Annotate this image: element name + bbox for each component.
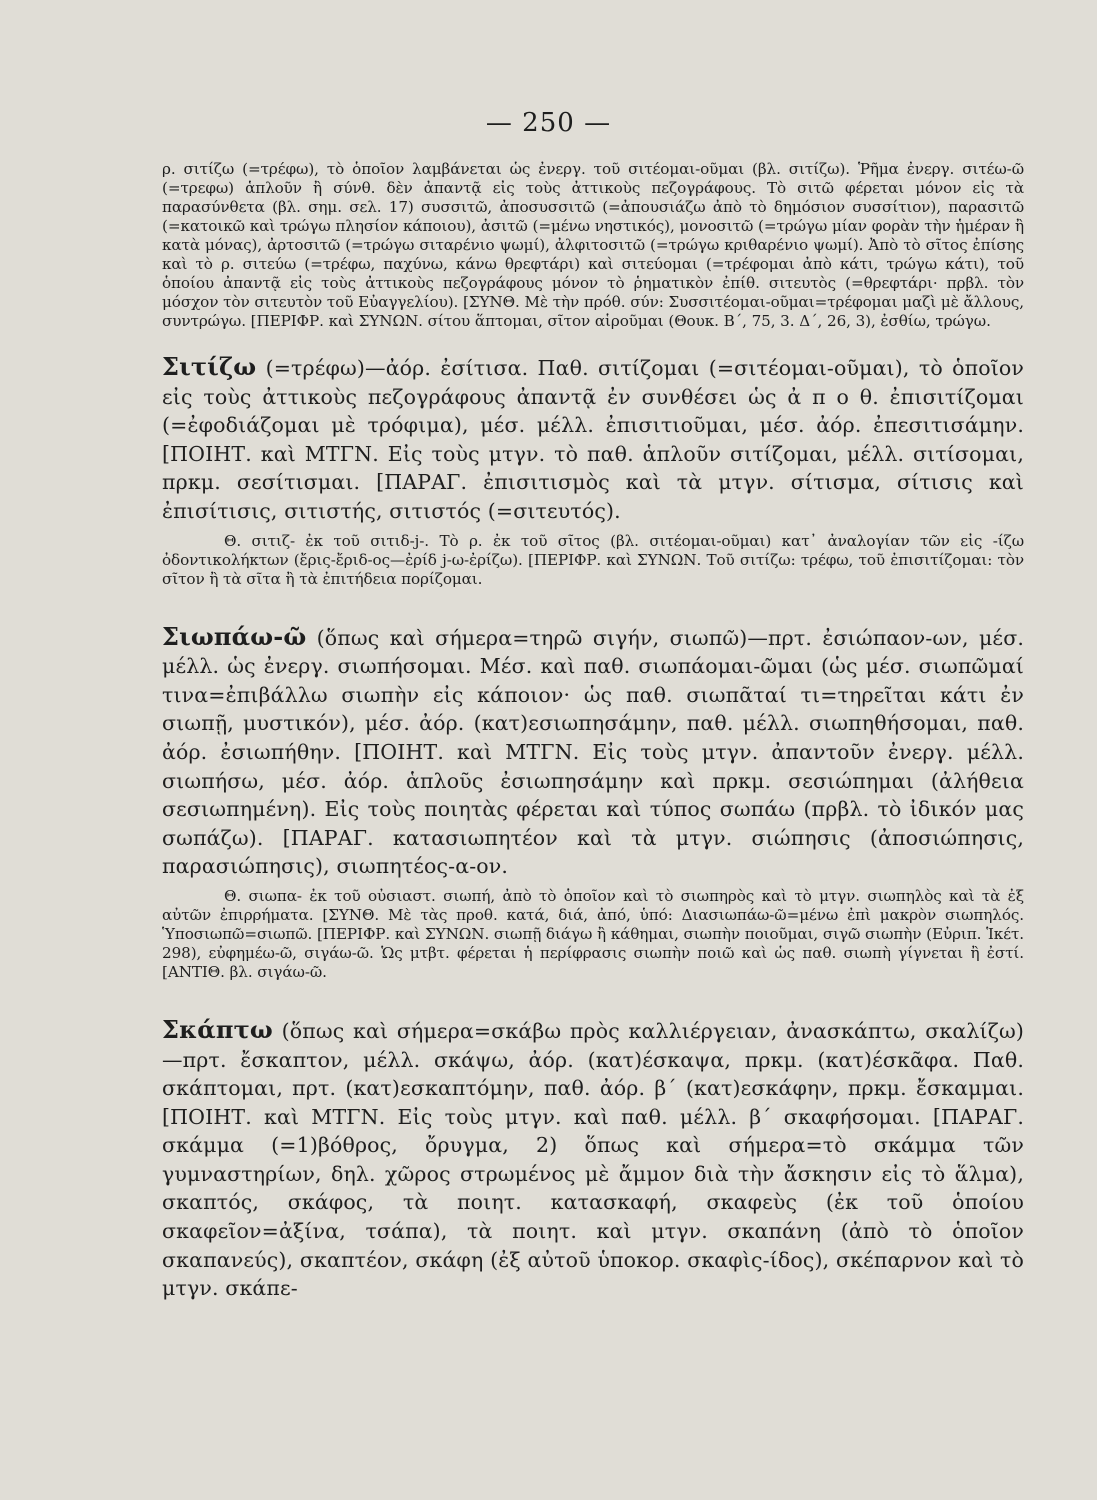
- entry-body: (ὅπως καὶ σήμερα=τηρῶ σιγήν, σιωπῶ)—πρτ. ἐσιώπαον-ων, μέσ. μέλλ. ὡς ἐνεργ. σιωπήσομαι. Μέσ. καὶ παθ. σιωπάομαι-ῶμαι (ὡς μέσ. σιωπῶμαί τινα=ἐπιβάλλω σιωπὴν εἰς κάποιον· ὡς παθ. σιωπᾶταί τι=τηρεῖται κάτι ἐν σιωπῇ, μυστικόν), μέσ. ἀόρ. (κατ)εσιωπησάμην, παθ. μέλλ. σιωπηθήσομαι, παθ. ἀόρ. ἐσιωπήθην. [ΠΟΙΗΤ. καὶ ΜΤΓΝ. Εἰς τοὺς μτγν. ἀπαντοῦν ἐνεργ. μέλλ. σιωπήσω, μέσ. ἀόρ. ἁπλοῦς ἐσιωπησάμην καὶ πρκμ. σεσιώπημαι (ἀλήθεια σεσιωπημένη). Εἰς τοὺς ποιητὰς φέρεται καὶ τύπος σωπάω (πρβλ. τὸ ἰδικόν μας σωπάζω). [ΠΑΡΑΓ. κατασιωπητέον καὶ τὰ μτγν. σιώπησις (ἀποσιώπησις, παρασιώπησις), σιωπητέος-α-ον.: [162, 625, 1024, 879]
- etymology-siopao: Θ. σιωπα- ἐκ τοῦ οὐσιαστ. σιωπή, ἀπὸ τὸ ὁποῖον καὶ τὸ σιωπηρὸς καὶ τὸ μτγν. σιωπηλὸς καὶ τὰ ἐξ αὐτῶν ἐπιρρήματα. [ΣΥΝΘ. Μὲ τὰς προθ. κατά, διά, ἀπό, ὑπό: Διασιωπάω-ῶ=μένω ἐπὶ μακρὸν σιωπηλός. Ὑποσιωπῶ=σιωπῶ. [ΠΕΡΙΦΡ. καὶ ΣΥΝΩΝ. σιωπῇ διάγω ἢ κάθημαι, σιωπὴν ποιοῦμαι, σιγῶ σιωπὴν (Εὐριπ. Ἱκέτ. 298), εὐφημέω-ῶ, σιγάω-ῶ. Ὡς μτβτ. φέρεται ἡ περίφρασις σιωπὴν ποιῶ καὶ ὡς παθ. σιωπὴ γίγνεται ἢ ἐστί. [ΑΝΤΙΘ. βλ. σιγάω-ῶ.: [162, 886, 1024, 981]
- etymology-sitizo: Θ. σιτιζ- ἐκ τοῦ σιτιδ-j-. Τὸ ρ. ἐκ τοῦ σῖτος (βλ. σιτέομαι-οῦμαι) κατ᾽ ἀναλογίαν τῶν εἰς -ίζω ὀδοντικολήκτων (ἔρις-ἔριδ-ος—ἐρίδ j-ω-ἐρίζω). [ΠΕΡΙΦΡ. καὶ ΣΥΝΩΝ. Τοῦ σιτίζω: τρέφω, τοῦ ἐπισιτίζομαι: τὸν σῖτον ἢ τὰ σῖτα ἢ τὰ ἐπιτήδεια πορίζομαι.: [162, 531, 1024, 588]
- page-content: [162, 160, 1024, 1303]
- entry-sitizo: [162, 353, 1024, 526]
- headword: Σιτίζω: [162, 352, 257, 381]
- entry-siopao: [162, 623, 1024, 881]
- entry-body: (ὅπως καὶ σήμερα=σκάβω πρὸς καλλιέργειαν, ἀνασκάπτω, σκαλίζω)—πρτ. ἔσκαπτον, μέλλ. σκάψω, ἀόρ. (κατ)έσκαψα, πρκμ. (κατ)έσκᾶφα. Παθ. σκάπτομαι, πρτ. (κατ)εσκαπτόμην, παθ. ἀόρ. β΄ (κατ)εσκάφην, πρκμ. ἔσκαμμαι. [ΠΟΙΗΤ. καὶ ΜΤΓΝ. Εἰς τοὺς μτγν. καὶ παθ. μέλλ. β΄ σκαφήσομαι. [ΠΑΡΑΓ. σκάμμα (=1)βόθρος, ὄρυγμα, 2) ὅπως καὶ σήμερα=τὸ σκάμμα τῶν γυμναστηρίων, δηλ. χῶρος στρωμένος μὲ ἄμμον διὰ τὴν ἄσκησιν εἰς τὸ ἅλμα), σκαπτός, σκάφος, τὰ ποιητ. κατασκαφή, σκαφεὺς (ἐκ τοῦ ὁποίου σκαφεῖον=ἀξίνα, τσάπα), τὰ ποιητ. καὶ μτγν. σκαπάνη (ἀπὸ τὸ ὁποῖον σκαπανεύς), σκαπτέον, σκάφη (ἐξ αὐτοῦ ὑποκορ. σκαφὶς-ίδος), σκέπαρνον καὶ τὸ μτγν. σκάπε-: [162, 1018, 1024, 1301]
- entry-skapto: [162, 1016, 1024, 1303]
- page-number: — 250 —: [485, 108, 612, 138]
- headword: Σκάπτω: [162, 1014, 273, 1044]
- headword: Σιωπάω-ῶ: [162, 621, 307, 651]
- paragraph-continuation: ρ. σιτίζω (=τρέφω), τὸ ὁποῖον λαμβάνεται ὡς ἐνεργ. τοῦ σιτέομαι-οῦμαι (βλ. σιτίζω). Ῥῆμα ἐνεργ. σιτέω-ῶ (=τρεφω) ἁπλοῦν ἢ σύνθ. δὲν ἀπαντᾷ εἰς τοὺς ἀττικοὺς πεζογράφους. Τὸ σιτῶ φέρεται μόνον εἰς τὰ παρασύνθετα (βλ. σημ. σελ. 17) συσσιτῶ, ἀποσυσσιτῶ (=ἀπουσιάζω ἀπὸ τὸ δημόσιον συσσίτιον), παρασιτῶ (=κατοικῶ καὶ τρώγω πλησίον κάποιου), ἀσιτῶ (=μένω νηστικός), μονοσιτῶ (=τρώγω μίαν φορὰν τὴν ἡμέραν ἢ κατὰ μόνας), ἀρτοσιτῶ (=τρώγω σιταρένιο ψωμί), ἀλφιτοσιτῶ (=τρώγω κριθαρένιο ψωμί). Ἀπὸ τὸ σῖτος ἐπίσης καὶ τὸ ρ. σιτεύω (=τρέφω, παχύνω, κάνω θρεφτάρι) καὶ σιτεύομαι (=τρέφομαι ἀπὸ κάτι, τρώγω κάτι), τοῦ ὁποίου ἀπαντᾷ εἰς τοὺς ἀττικοὺς πεζογράφους μόνον τὸ ῥηματικὸν ἐπίθ. σιτευτὸς (=θρεφτάρι· πρβλ. τὸν μόσχον τὸν σιτευτὸν τοῦ Εὐαγγελίου). [ΣΥΝΘ. Μὲ τὴν πρόθ. σύν: Συσσιτέομαι-οῦμαι=τρέφομαι μαζὶ μὲ ἄλλους, συντρώγω. [ΠΕΡΙΦΡ. καὶ ΣΥΝΩΝ. σίτου ἅπτομαι, σῖτον αἱροῦμαι (Θουκ. Β΄, 75, 3. Δ΄, 26, 3), ἐσθίω, τρώγω.: [162, 160, 1024, 330]
- entry-body: (=τρέφω)—ἀόρ. ἐσίτισα. Παθ. σιτίζομαι (=σιτέομαι-οῦμαι), τὸ ὁποῖον εἰς τοὺς ἀττικοὺς πεζογράφους ἀπαντᾷ ἐν συνθέσει ὡς ἀ π ο θ. ἐπισιτίζομαι (=ἐφοδιάζομαι μὲ τρόφιμα), μέσ. μέλλ. ἐπισιτιοῦμαι, μέσ. ἀόρ. ἐπεσιτισάμην. [ΠΟΙΗΤ. καὶ ΜΤΓΝ. Εἰς τοὺς μτγν. τὸ παθ. ἁπλοῦν σιτίζομαι, μέλλ. σιτίσομαι, πρκμ. σεσίτισμαι. [ΠΑΡΑΓ. ἐπισιτισμὸς καὶ τὰ μτγν. σίτισμα, σίτισις καὶ ἐπισίτισις, σιτιστής, σιτιστός (=σιτευτός).: [162, 356, 1024, 523]
